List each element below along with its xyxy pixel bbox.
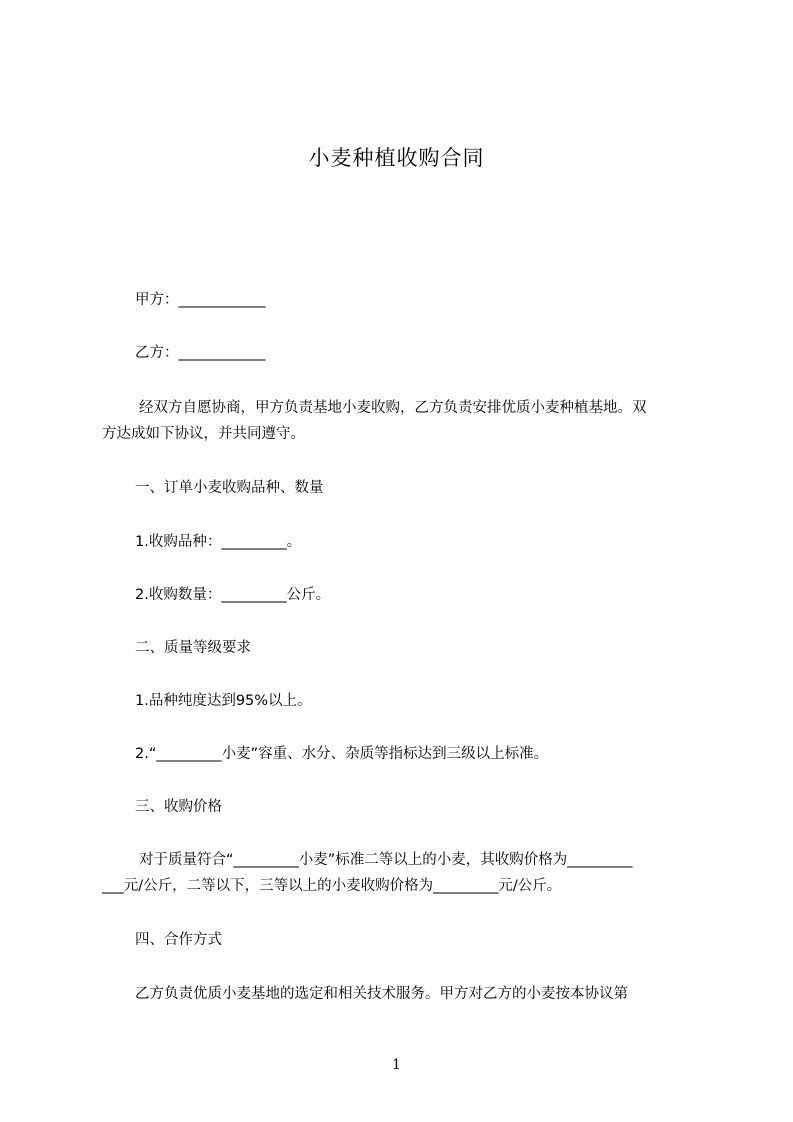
section-1-heading: 一、订单小麦收购品种、数量 [135, 480, 324, 496]
section-2-item-1: 1.品种纯度达到95%以上。 [135, 693, 312, 709]
section-1-item-2: 2.收购数量：_________公斤。 [135, 587, 331, 603]
section-3-line-2: ___元/公斤，二等以下，三等以上的小麦收购价格为_________元/公斤。 [102, 878, 562, 894]
party-b-line: 乙方：____________ [135, 345, 266, 361]
intro-paragraph [102, 398, 702, 444]
intro-line-1: 经双方自愿协商，甲方负责基地小麦收购，乙方负责安排优质小麦种植基地。双 [139, 400, 647, 416]
section-3-line-1: 对于质量符合“_________小麦”标准二等以上的小麦，其收购价格为_________ [139, 852, 633, 868]
section-3-paragraph [102, 850, 702, 896]
section-2-heading: 二、质量等级要求 [135, 640, 251, 656]
section-4-heading: 四、合作方式 [135, 932, 222, 948]
section-3-heading: 三、收购价格 [135, 799, 222, 815]
party-a-line: 甲方：____________ [135, 292, 266, 308]
section-4-line-1: 乙方负责优质小麦基地的选定和相关技术服务。甲方对乙方的小麦按本协议第 [135, 986, 628, 1002]
section-2-item-2: 2.“_________小麦”容重、水分、杂质等指标达到三级以上标准。 [135, 746, 549, 762]
document-title: 小麦种植收购合同 [308, 146, 485, 170]
page-number: 1 [392, 1057, 401, 1073]
intro-line-2: 方达成如下协议，并共同遵守。 [102, 426, 305, 442]
section-1-item-1: 1.收购品种：_________。 [135, 534, 302, 550]
